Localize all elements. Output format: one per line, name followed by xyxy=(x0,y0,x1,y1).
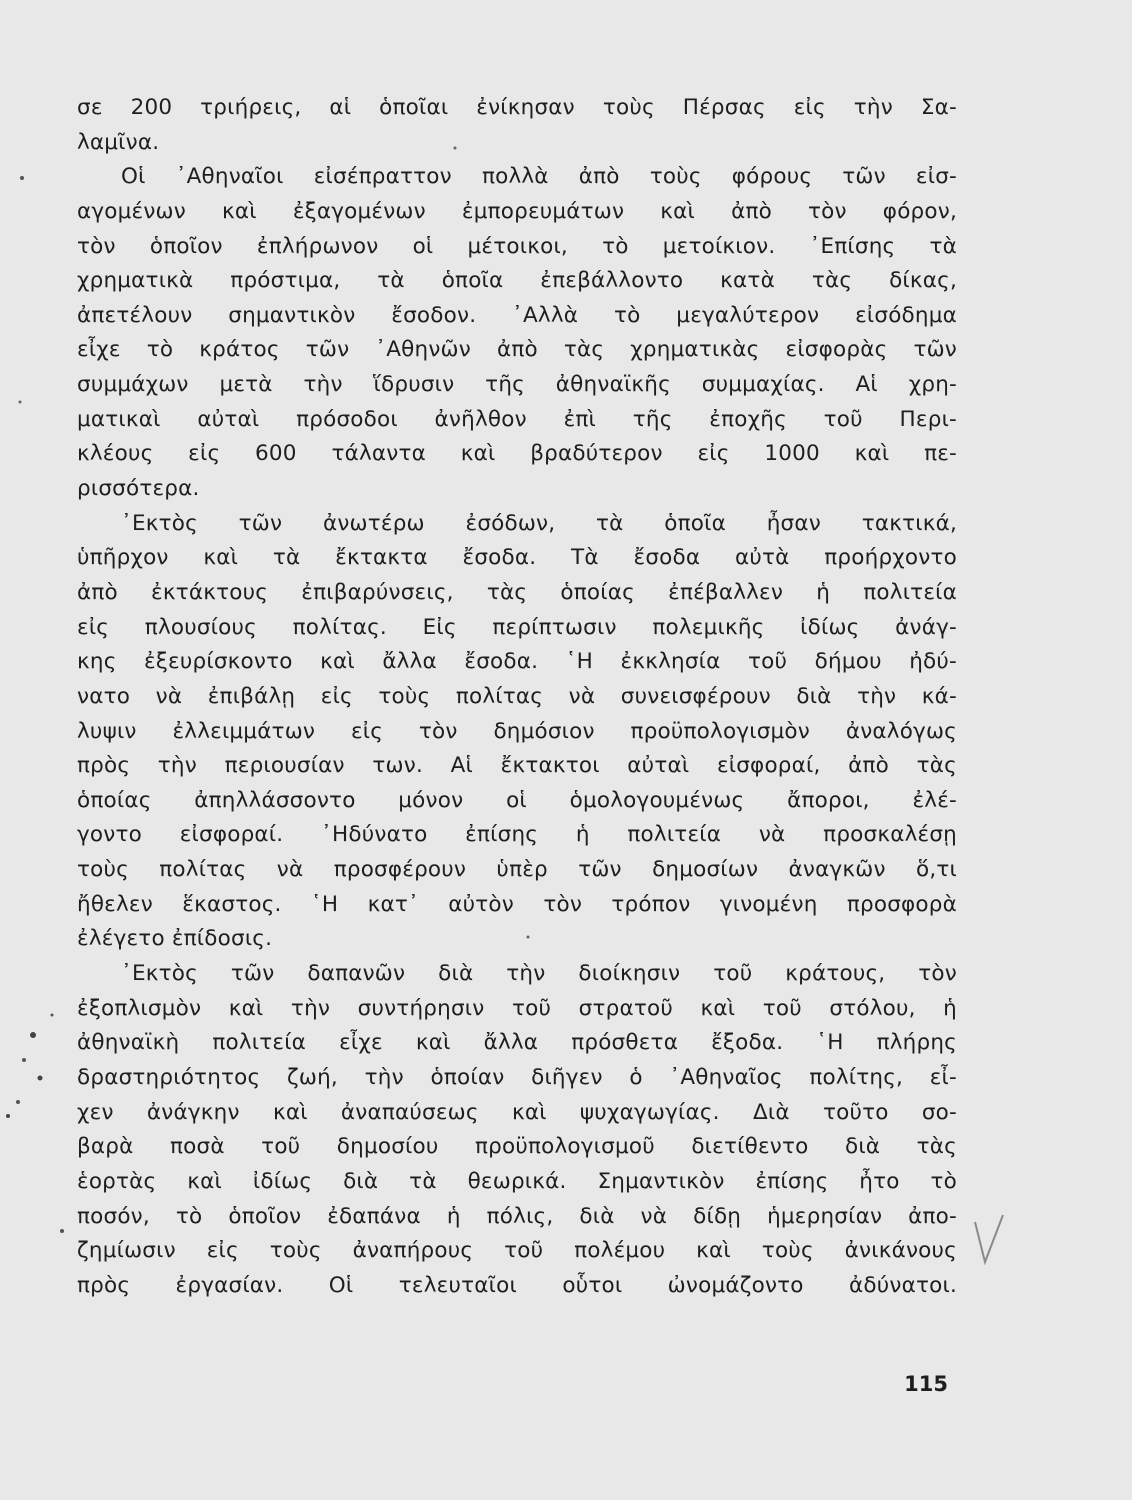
text-line: ματικαὶ αὐταὶ πρόσοδοι ἀνῆλθον ἐπὶ τῆς ἐποχῆς τοῦ Περι- xyxy=(77,406,957,432)
text-line: εἰς πλουσίους πολίτας. Εἰς περίπτωσιν πολεμικῆς ἰδίως ἀνάγ- xyxy=(77,614,957,640)
text-line: αγομένων καὶ ἐξαγομένων ἐμπορευμάτων καὶ ἀπὸ τὸν φόρον, xyxy=(77,198,957,224)
text-line: λυψιν ἐλλειμμάτων εἰς τὸν δημόσιον προϋπολογισμὸν ἀναλόγως xyxy=(77,718,957,744)
text-line: πρὸς ἐργασίαν. Οἱ τελευταῖοι οὗτοι ὠνομάζοντο ἀδύνατοι. xyxy=(77,1272,957,1298)
text-line: τοὺς πολίτας νὰ προσφέρουν ὑπὲρ τῶν δημοσίων ἀναγκῶν ὅ,τι xyxy=(77,857,957,883)
text-line: ἑορτὰς καὶ ἰδίως διὰ τὰ θεωρικά. Σημαντικὸν ἐπίσης ἦτο τὸ xyxy=(77,1168,957,1194)
text-line: ρισσότερα. xyxy=(77,476,200,502)
text-line: ἐλέγετο ἐπίδοσις. xyxy=(77,926,273,952)
text-line: κης ἐξευρίσκοντο καὶ ἄλλα ἔσοδα. ῾Η ἐκκλησία τοῦ δήμου ἠδύ- xyxy=(77,649,957,675)
text-line: ἤθελεν ἕκαστος. ῾Η κατ᾿ αὐτὸν τὸν τρόπον γινομένη προσφορὰ xyxy=(77,891,957,917)
text-line: βαρὰ ποσὰ τοῦ δημοσίου προϋπολογισμοῦ διετίθεντο διὰ τὰς xyxy=(77,1134,957,1160)
text-line: ἀθηναϊκὴ πολιτεία εἶχε καὶ ἄλλα πρόσθετα ἔξοδα. ῾Η πλήρης xyxy=(77,1030,957,1056)
text-line: δραστηριότητος ζωή, τὴν ὁποίαν διῆγεν ὁ ᾿Αθηναῖος πολίτης, εἶ- xyxy=(77,1064,957,1090)
body-text xyxy=(77,91,957,1303)
text-line: ὁποίας ἀπηλλάσσοντο μόνον οἱ ὁμολογουμένως ἄποροι, ἐλέ- xyxy=(77,787,957,813)
text-line: ἐξοπλισμὸν καὶ τὴν συντήρησιν τοῦ στρατοῦ καὶ τοῦ στόλου, ἡ xyxy=(77,995,957,1021)
text-line: εἶχε τὸ κράτος τῶν ᾿Αθηνῶν ἀπὸ τὰς χρηματικὰς εἰσφορὰς τῶν xyxy=(77,337,957,363)
text-line: νατο νὰ ἐπιβάλῃ εἰς τοὺς πολίτας νὰ συνεισφέρουν διὰ τὴν κά- xyxy=(77,683,957,709)
text-line: ᾿Εκτὸς τῶν ἀνωτέρω ἐσόδων, τὰ ὁποῖα ἦσαν τακτικά, xyxy=(121,510,957,536)
page-number: 115 xyxy=(904,1372,948,1396)
text-line: Οἱ ᾿Αθηναῖοι εἰσέπραττον πολλὰ ἀπὸ τοὺς φόρους τῶν εἰσ- xyxy=(121,164,957,190)
text-line: χρηματικὰ πρόστιμα, τὰ ὁποῖα ἐπεβάλλοντο κατὰ τὰς δίκας, xyxy=(77,268,957,294)
text-line: ζημίωσιν εἰς τοὺς ἀναπήρους τοῦ πολέμου καὶ τοὺς ἀνικάνους xyxy=(77,1238,957,1264)
text-line: γοντο εἰσφοραί. ᾿Ηδύνατο ἐπίσης ἡ πολιτεία νὰ προσκαλέσῃ xyxy=(77,822,957,848)
text-line: ὑπῆρχον καὶ τὰ ἔκτακτα ἔσοδα. Τὰ ἔσοδα αὐτὰ προήρχοντο xyxy=(77,545,957,571)
text-line: τὸν ὁποῖον ἐπλήρωνον οἱ μέτοικοι, τὸ μετοίκιον. ᾿Επίσης τὰ xyxy=(77,233,957,259)
text-line: ᾿Εκτὸς τῶν δαπανῶν διὰ τὴν διοίκησιν τοῦ κράτους, τὸν xyxy=(121,961,957,987)
text-line: κλέους εἰς 600 τάλαντα καὶ βραδύτερον εἰς 1000 καὶ πε- xyxy=(77,441,957,467)
text-line: πρὸς τὴν περιουσίαν των. Αἱ ἔκτακτοι αὐταὶ εἰσφοραί, ἀπὸ τὰς xyxy=(77,753,957,779)
text-line: ἀπετέλουν σημαντικὸν ἔσοδον. ᾿Αλλὰ τὸ μεγαλύτερον εἰσόδημα xyxy=(77,302,957,328)
text-line: χεν ἀνάγκην καὶ ἀναπαύσεως καὶ ψυχαγωγίας. Διὰ τοῦτο σο- xyxy=(77,1099,957,1125)
text-line: ἀπὸ ἐκτάκτους ἐπιβαρύνσεις, τὰς ὁποίας ἐπέβαλλεν ἡ πολιτεία xyxy=(77,579,957,605)
text-line: συμμάχων μετὰ τὴν ἵδρυσιν τῆς ἀθηναϊκῆς συμμαχίας. Αἱ χρη- xyxy=(77,372,957,398)
text-line: σε 200 τριήρεις, αἱ ὁποῖαι ἐνίκησαν τοὺς Πέρσας εἰς τὴν Σα- xyxy=(77,95,957,120)
text-line: λαμῖνα. xyxy=(77,129,160,155)
text-line: ποσόν, τὸ ὁποῖον ἐδαπάνα ἡ πόλις, διὰ νὰ δίδῃ ἡμερησίαν ἀπο- xyxy=(77,1203,957,1229)
